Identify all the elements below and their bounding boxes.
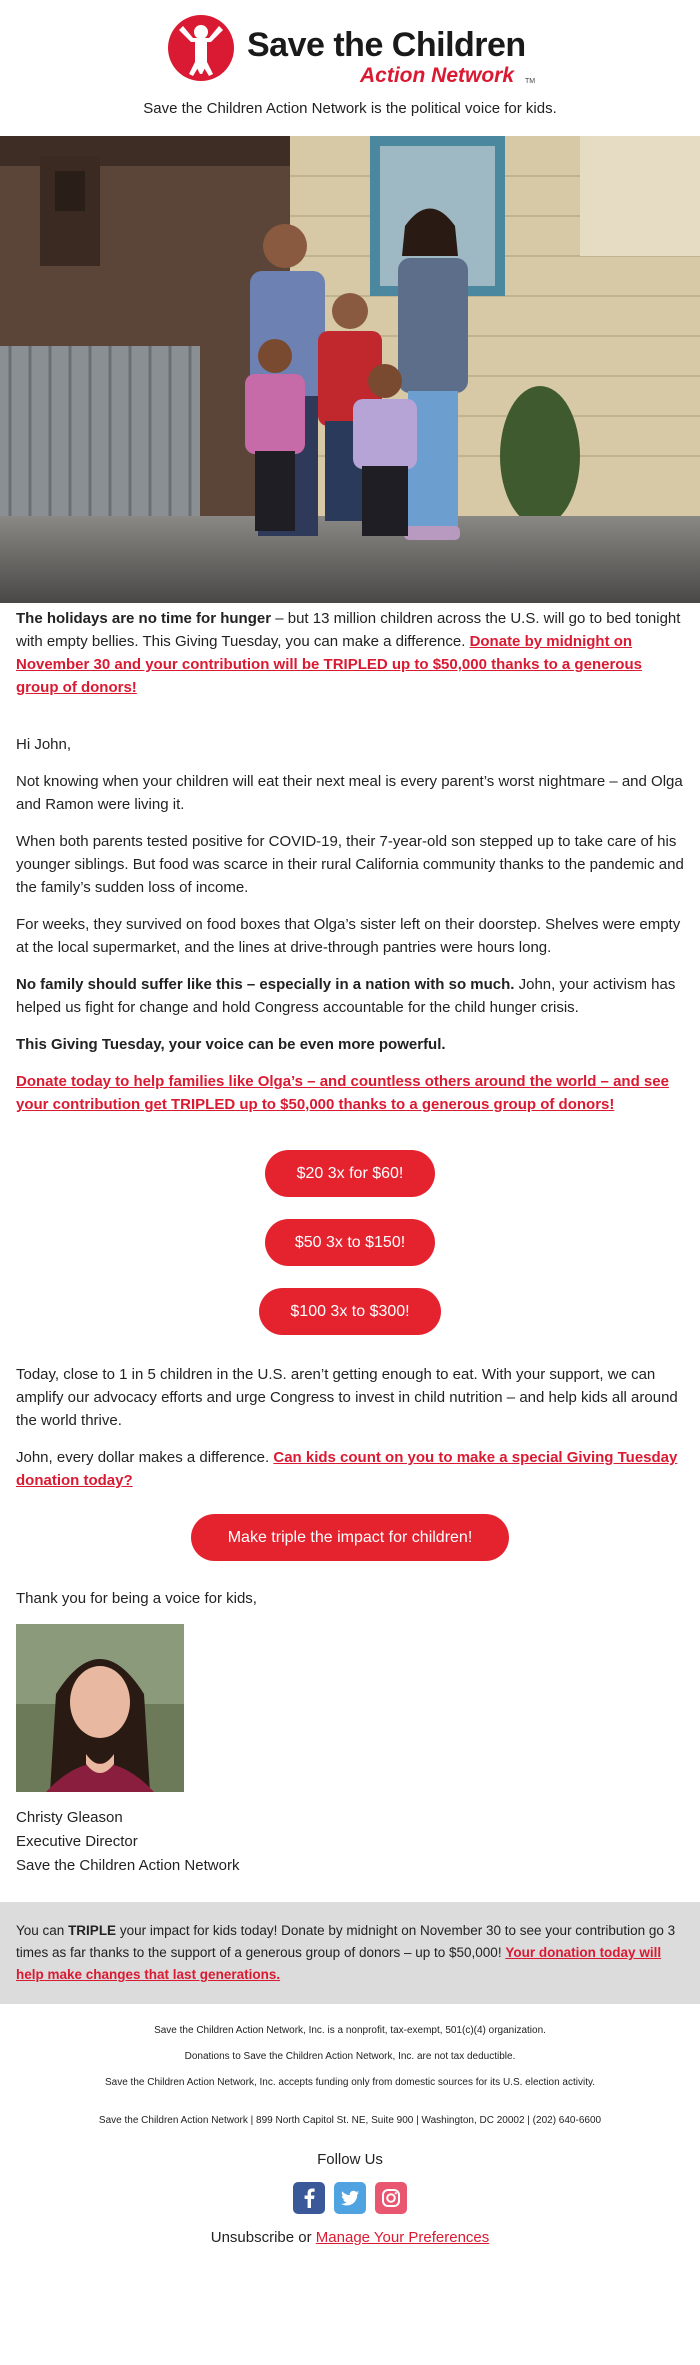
story-paragraph-3: For weeks, they survived on food boxes that Olga’s sister left on their doorstep. Shelves were empty at the local supermarket, and the lines at drive-through pantries were hours long. [16,916,681,956]
email-header [0,0,700,136]
social-links [0,2182,700,2214]
unsubscribe-text[interactable]: Unsubscribe or [210,2229,316,2246]
triple-impact-button[interactable]: Make triple the impact for children! [191,1514,509,1561]
trademark-mark: TM [525,78,536,85]
facebook-icon[interactable] [293,2182,325,2214]
hero-illustration [0,136,700,603]
footer-disclaimer-3: Save the Children Action Network, Inc. accepts funding only from domestic sources for its U.S. election activity. [104,2077,596,2088]
donate-50-button[interactable]: $50 3x to $150! [265,1219,435,1266]
ps-text-2: your impact for kids today! Donate by midnight on November 30 to see your contribution go 3 times as far thanks to the support of a generous group of donors – up to $50,000! [16,1923,676,1960]
intro-paragraph [16,607,684,699]
every-dollar-paragraph [16,1446,684,1492]
instagram-icon[interactable] [375,2182,407,2214]
giving-tuesday-heading [16,1033,684,1056]
story-paragraph-4 [16,973,684,1019]
brand-logo[interactable] [165,12,545,92]
p5-bold: This Giving Tuesday, your voice can be even more powerful. [16,1036,446,1053]
signer-portrait [16,1624,184,1792]
email-body [0,603,700,1878]
ps-donation-link[interactable]: Your donation today will help make changes that last generations. [16,1945,662,1982]
email-footer [0,2004,700,2250]
logo-figure-icon [165,12,237,84]
donate-paragraph [16,1070,684,1116]
donate-20-button[interactable]: $20 3x for $60! [265,1150,435,1197]
intro-donate-link[interactable]: Donate by midnight on November 30 and your contribution will be TRIPLED up to $50,000 thanks to a generous group of donors! [16,633,642,696]
special-donation-link[interactable]: Can kids count on you to make a special Giving Tuesday donation today? [16,1449,678,1489]
p4-bold: No family should suffer like this – especially in a nation with so much. [16,976,515,993]
tagline: Save the Children Action Network is the political voice for kids. [143,100,557,117]
donate-today-link[interactable]: Donate today to help families like Olga’s – and countless others around the world – and see your contribution get TRIPLED up to $50,000 thanks to a generous group of donors! [16,1073,669,1113]
hero-family-photo [0,136,700,603]
signature-block [16,1806,684,1878]
ps-text-1: You can [16,1923,69,1938]
intro-text: – but 13 million children across the U.S. will go to bed tonight with empty bellies. This Giving Tuesday, you can make a difference. [16,610,681,650]
preferences-line [200,2226,500,2250]
story-paragraph-1: Not knowing when your children will eat their next meal is every parent’s worst nightmare – and Olga and Ramon were living it. [16,773,683,813]
manage-preferences-link[interactable]: Manage Your Preferences [315,2229,490,2246]
donate-100-button[interactable]: $100 3x to $300! [259,1288,441,1335]
signer-org: Save the Children Action Network [16,1857,240,1874]
footer-disclaimer-2: Donations to Save the Children Action Network, Inc. are not tax deductible. [184,2051,516,2062]
thanks-line: Thank you for being a voice for kids, [16,1590,257,1607]
p8-text: John, every dollar makes a difference. [16,1449,274,1466]
signer-name: Christy Gleason [16,1809,123,1826]
twitter-icon[interactable] [334,2182,366,2214]
impact-paragraph: Today, close to 1 in 5 children in the U.S. aren’t getting enough to eat. With your support, we can amplify our advocacy efforts and urge Congress to invest in child nutrition – and help kids all around the world thrive. [16,1366,678,1429]
signer-title: Executive Director [16,1833,138,1850]
ps-box [0,1902,700,2004]
footer-address: Save the Children Action Network | 899 North Capitol St. NE, Suite 900 | Washington, DC 20002 | (202) 640-6600 [98,2115,602,2126]
brand-subtitle: Action Network [360,64,515,87]
intro-bold: The holidays are no time for hunger [16,610,272,627]
brand-name: Save the Children [247,26,526,64]
greeting: Hi John, [16,736,72,753]
ps-bold: TRIPLE [68,1923,117,1938]
story-paragraph-2: When both parents tested positive for COVID-19, their 7-year-old son stepped up to take care of his younger siblings. But food was scarce in their rural California community thanks to the pandemic and the family’s sudden loss of income. [16,833,684,896]
portrait-illustration [16,1624,184,1792]
follow-us-label: Follow Us [317,2151,383,2168]
footer-disclaimer-1: Save the Children Action Network, Inc. is a nonprofit, tax-exempt, 501(c)(4) organization. [154,2025,546,2036]
p4-text: John, your activism has helped us fight for change and hold Congress accountable for the child hunger crisis. [16,976,676,1016]
